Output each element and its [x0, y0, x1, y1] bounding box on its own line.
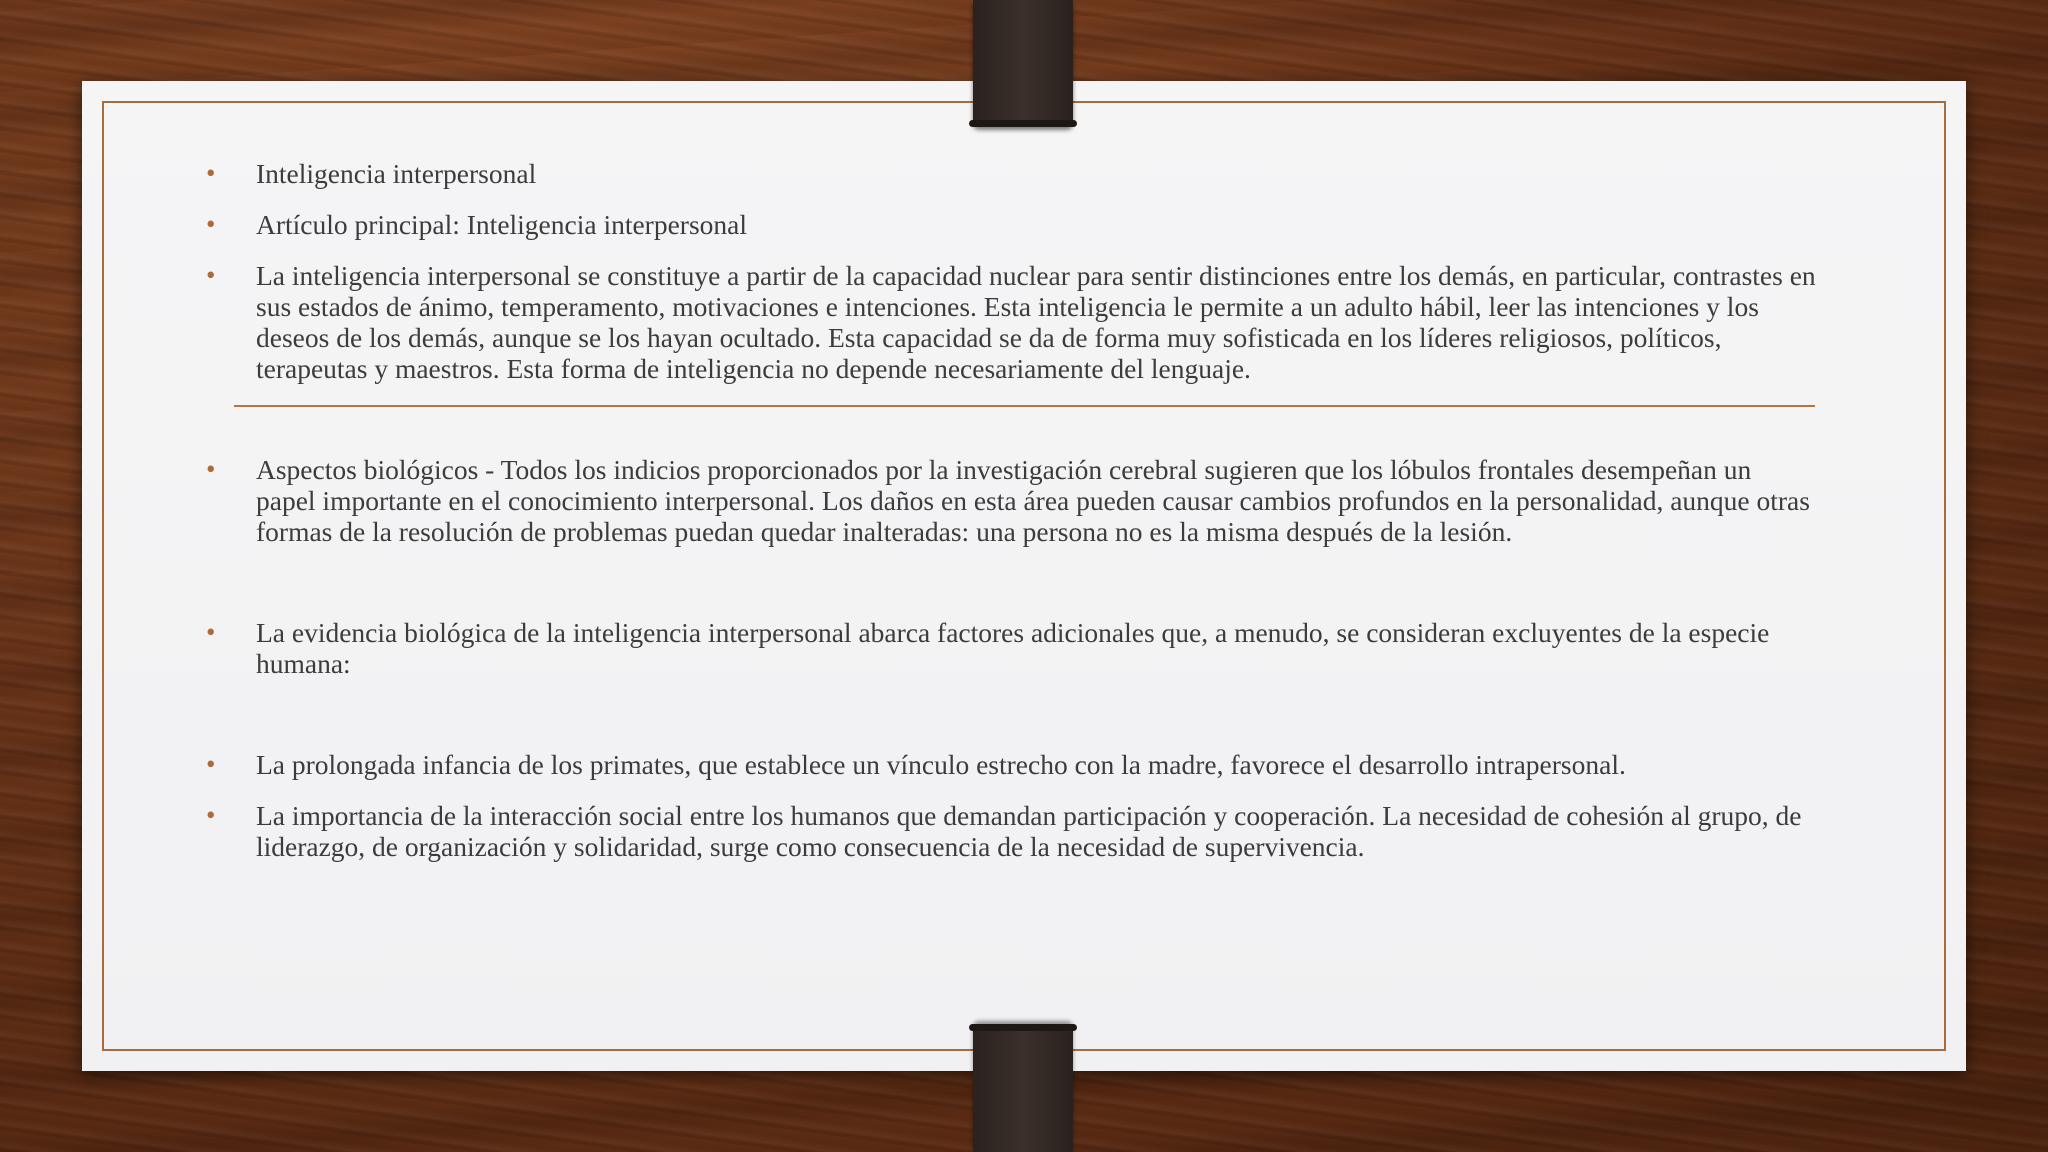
bullet-text: Aspectos biológicos - Todos los indicios proporcionados por la investigación cerebral sugieren que los lóbulos frontales desempeñan un papel importante en el conocimiento interpersonal. Los daños en esta área pueden causar cambios profundos en la personalidad, aunque otras formas de la resolución de problemas puedan quedar inalteradas: una persona no es la misma después de la lesión. [256, 454, 1810, 547]
bullet-dot-icon: • [206, 158, 216, 188]
bullet-dot-icon: • [206, 260, 216, 290]
slide-content [206, 158, 1816, 862]
bullet-text: Inteligencia interpersonal [256, 158, 537, 189]
bottom-clip-rim [969, 1024, 1077, 1031]
bullet-item-5 [206, 617, 1816, 679]
bullet-dot-icon: • [206, 454, 216, 484]
bullet-text: La evidencia biológica de la inteligencia interpersonal abarca factores adicionales que, a menudo, se consideran excluyentes de la especie humana: [256, 617, 1770, 679]
bullet-dot-icon: • [206, 617, 216, 647]
bullet-item-1 [206, 158, 1816, 189]
bottom-binder-clip [973, 1024, 1073, 1152]
bullet-text: Artículo principal: Inteligencia interpersonal [256, 209, 747, 240]
bullet-item-4 [206, 454, 1816, 547]
bullet-dot-icon: • [206, 800, 216, 830]
bullet-text: La prolongada infancia de los primates, que establece un vínculo estrecho con la madre, favorece el desarrollo intrapersonal. [256, 749, 1626, 780]
bullet-item-6 [206, 749, 1816, 780]
bullet-item-3 [206, 260, 1816, 384]
bullet-item-2 [206, 209, 1816, 240]
bullet-text: La importancia de la interacción social entre los humanos que demandan participación y cooperación. La necesidad de cohesión al grupo, de liderazgo, de organización y solidaridad, surge como consecuencia de la necesidad de supervivencia. [256, 800, 1802, 862]
top-clip-rim [969, 120, 1077, 127]
bullet-item-7 [206, 800, 1816, 862]
bullet-dot-icon: • [206, 209, 216, 239]
bullet-text: La inteligencia interpersonal se constituye a partir de la capacidad nuclear para sentir distinciones entre los demás, en particular, contrastes en sus estados de ánimo, temperamento, motivaciones e intenciones. Esta inteligencia le permite a un adulto hábil, leer las intenciones y los deseos de los demás, aunque se los hayan ocultado. Esta capacidad se da de forma muy sofisticada en los líderes religiosos, políticos, terapeutas y maestros. Esta forma de inteligencia no depende necesariamente del lenguaje. [256, 260, 1816, 384]
top-binder-clip [973, 0, 1073, 127]
bullet-dot-icon: • [206, 749, 216, 779]
